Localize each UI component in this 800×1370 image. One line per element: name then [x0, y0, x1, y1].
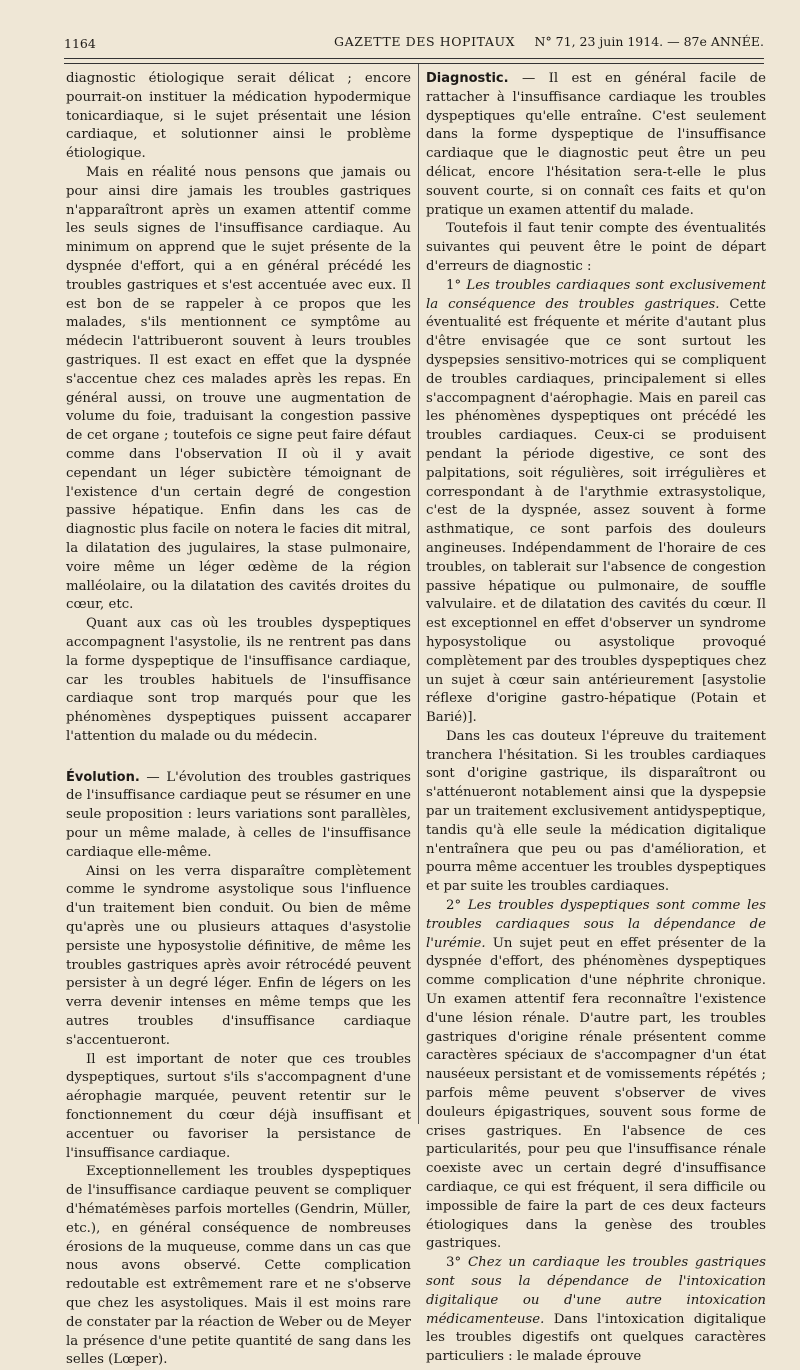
item-heading: Les troubles cardiaques sont exclusivement la conséquence des troubles gastriques.: [426, 277, 766, 312]
page-header: [64, 30, 764, 52]
header-rule: [64, 58, 764, 64]
list-item: [426, 1254, 766, 1367]
paragraph: diagnostic étiologique serait délicat ; encore pourrait-on instituer la médication hypodermique tonicardiaque, si le sujet présentait une lésion cardiaque, et solutionner ainsi le problème étiologique.: [66, 71, 411, 162]
list-item: [426, 277, 766, 728]
paragraph-text: — L'évolution des troubles gastriques de l'insuffisance cardiaque peut se résumer en une seule proposition : leurs variations sont parallèles, pour un même malade, à celles de l'insuffisance cardiaque elle-même.: [66, 769, 411, 860]
item-number: 3°: [446, 1255, 462, 1271]
journal-title: GAZETTE DES HOPITAUX: [334, 34, 516, 49]
right-column: [426, 70, 766, 1367]
diagnostic-section: [426, 70, 766, 220]
paragraph: Mais en réalité nous pensons que jamais ou pour ainsi dire jamais les troubles gastriques n'apparaîtront après un examen attentif comme les seuls signes de l'insuffisance cardiaque. Au minimum on apprend que le sujet présente de la dyspnée d'effort, qui a en général précédé les troubles gastriques et s'est accentuée avec eux. Il est bon de se rappeler à ce propos que les malades, s'ils mentionnent ce symptôme au médecin l'attribueront souvent à leurs troubles gastriques. Il est exact en effet que la dyspnée s'accentue chez ces malades après les repas. En général aussi, on trouve une augmentation de volume du foie, traduisant la congestion passive de cet organe ; toutefois ce signe peut faire défaut comme dans l'observation II où il y avait cependant un léger subictère témoignant de l'existence d'un certain degré de congestion passive hépatique. Enfin dans les cas de diagnostic plus facile on notera le facies dit mitral, la dilatation des jugulaires, la stase pulmonaire, voire même un léger œdème de la région malléolaire, ou la dilatation des cavités droites du cœur, etc.: [66, 164, 411, 613]
left-column: [66, 70, 411, 1370]
column-divider: [418, 64, 419, 1124]
section-heading: Diagnostic.: [426, 71, 509, 86]
list-item: [426, 897, 766, 1254]
page-number: 1164: [64, 36, 96, 51]
paragraph: Quant aux cas où les troubles dyspeptiques accompagnent l'asystolie, ils ne rentrent pas dans la forme dyspeptique de l'insuffisance cardiaque, car les troubles habituels de l'insuffisance cardiaque sont trop marqués pour que les phénomènes dyspeptiques puissent accaparer l'attention du malade ou du médecin.: [66, 616, 411, 744]
item-number: 1°: [446, 277, 462, 293]
issue-info: N° 71, 23 juin 1914. — 87e ANNÉE.: [534, 34, 764, 49]
paragraph: Exceptionnellement les troubles dyspeptiques de l'insuffisance cardiaque peuvent se compliquer d'hématémèses parfois mortelles (Gendrin, Müller, etc.), en général conséquence de nombreuses érosions de la muqueuse, comme dans un cas que nous avons observé. Cette complication redoutable est extrêmement rare et ne s'observe que chez les asystoliques. Mais il est moins rare de constater par la réaction de Weber ou de Meyer la présence d'une petite quantité de sang dans les selles (Lœper).: [66, 1164, 411, 1368]
item-heading: Les troubles dyspeptiques sont comme les troubles cardiaques sous la dépendance de l'urémie.: [426, 898, 766, 951]
item-text: Dans l'intoxication digitalique les troubles digestifs ont quelques caractères particuliers : le malade éprouve: [426, 1311, 766, 1365]
paragraph: Toutefois il faut tenir compte des éventualités suivantes qui peuvent être le point de départ d'erreurs de diagnostic :: [426, 221, 766, 274]
paragraph: Il est important de noter que ces troubles dyspeptiques, surtout s'ils s'accompagnent d'une aérophagie marquée, peuvent retentir sur le fonctionnement du cœur déjà insuffisant et accentuer ou favoriser la persistance de l'insuffisance cardiaque.: [66, 1051, 411, 1161]
item-number: 2°: [446, 898, 462, 914]
evolution-section: [66, 769, 411, 863]
section-heading: Évolution.: [66, 769, 140, 785]
paragraph: Dans les cas douteux l'épreuve du traitement tranchera l'hésitation. Si les troubles cardiaques sont d'origine gastrique, ils disparaîtront ou s'atténueront notablement ainsi que la dyspepsie par un traitement exclusivement antidyspeptique, tandis qu'à elle seule la médication digitalique n'entraînera que peu ou pas d'amélioration, et pourra même accentuer les troubles dyspeptiques et par suite les troubles cardiaques.: [426, 728, 766, 895]
item-text: Cette éventualité est fréquente et mérite d'autant plus d'être envisagée que ce sont surtout les dyspepsies sensitivo-motrices qui se compliquent de troubles cardiaques, principalement si elles s'accompagnent d'aérophagie. Mais en pareil cas les phénomènes dyspeptiques ont précédé les troubles cardiaques. Ceux-ci se produisent pendant la période digestive, ce sont des palpitations, soit régulières, soit irrégulières et correspondant à de l'arythmie extrasystolique, c'est de la dyspnée, assez souvent à forme asthmatique, ce sont parfois des douleurs angineuses. Indépendamment de l'horaire de ces troubles, on tablerait sur l'absence de congestion passive hépatique ou pulmonaire, de souffle valvulaire. et de dilatation des cavités du cœur. Il est exceptionnel en effet d'observer un syndrome hyposystolique ou asystolique provoqué complètement par des troubles dyspeptiques chez un sujet à cœur sain antérieurement [asystolie réflexe d'origine gastro-hépatique (Potain et Barié)].: [426, 296, 767, 726]
item-heading: Chez un cardiaque les troubles gastriques sont sous la dépendance de l'intoxication digitalique ou d'une autre intoxication médicamenteuse.: [426, 1255, 766, 1327]
paragraph-text: — Il est en général facile de rattacher à l'insuffisance cardiaque les troubles dyspeptiques qu'elle entraîne. C'est seulement dans la forme dyspeptique de l'insuffisance cardiaque que le diagnostic peut être un peu délicat, encore l'hésitation sera-t-elle le plus souvent courte, si on connaît ces faits et qu'on pratique un examen attentif du malade.: [426, 71, 766, 218]
item-text: Un sujet peut en effet présenter de la dyspnée d'effort, des phénomènes dyspeptiques comme complication d'une néphrite chronique. Un examen attentif fera reconnaître l'existence d'une lésion rénale. D'autre part, les troubles gastriques d'origine rénale présentent comme caractères spéciaux de s'accompagner d'un état nauséeux persistant et de vomissements répétés ; parfois même peuvent s'observer de vives douleurs épigastriques, souvent sous forme de crises gastriques. En l'absence de ces particularités, pour peu que l'insuffisance rénale coexiste avec un certain degré d'insuffisance cardiaque, ce qui est fréquent, il sera difficile ou impossible de faire la part de ces deux facteurs étiologiques dans la genèse des troubles gastriques.: [426, 935, 766, 1252]
paragraph: Ainsi on les verra disparaître complètement comme le syndrome asystolique sous l'influence d'un traitement bien conduit. Ou bien de même qu'après une ou plusieurs attaques d'asystolie persiste une hyposystolie définitive, de même les troubles gastriques après avoir rétrocédé peuvent persister à un degré léger. Enfin de légers on les verra devenir intenses en même temps que les autres troubles d'insuffisance cardiaque s'accentueront.: [66, 863, 411, 1048]
